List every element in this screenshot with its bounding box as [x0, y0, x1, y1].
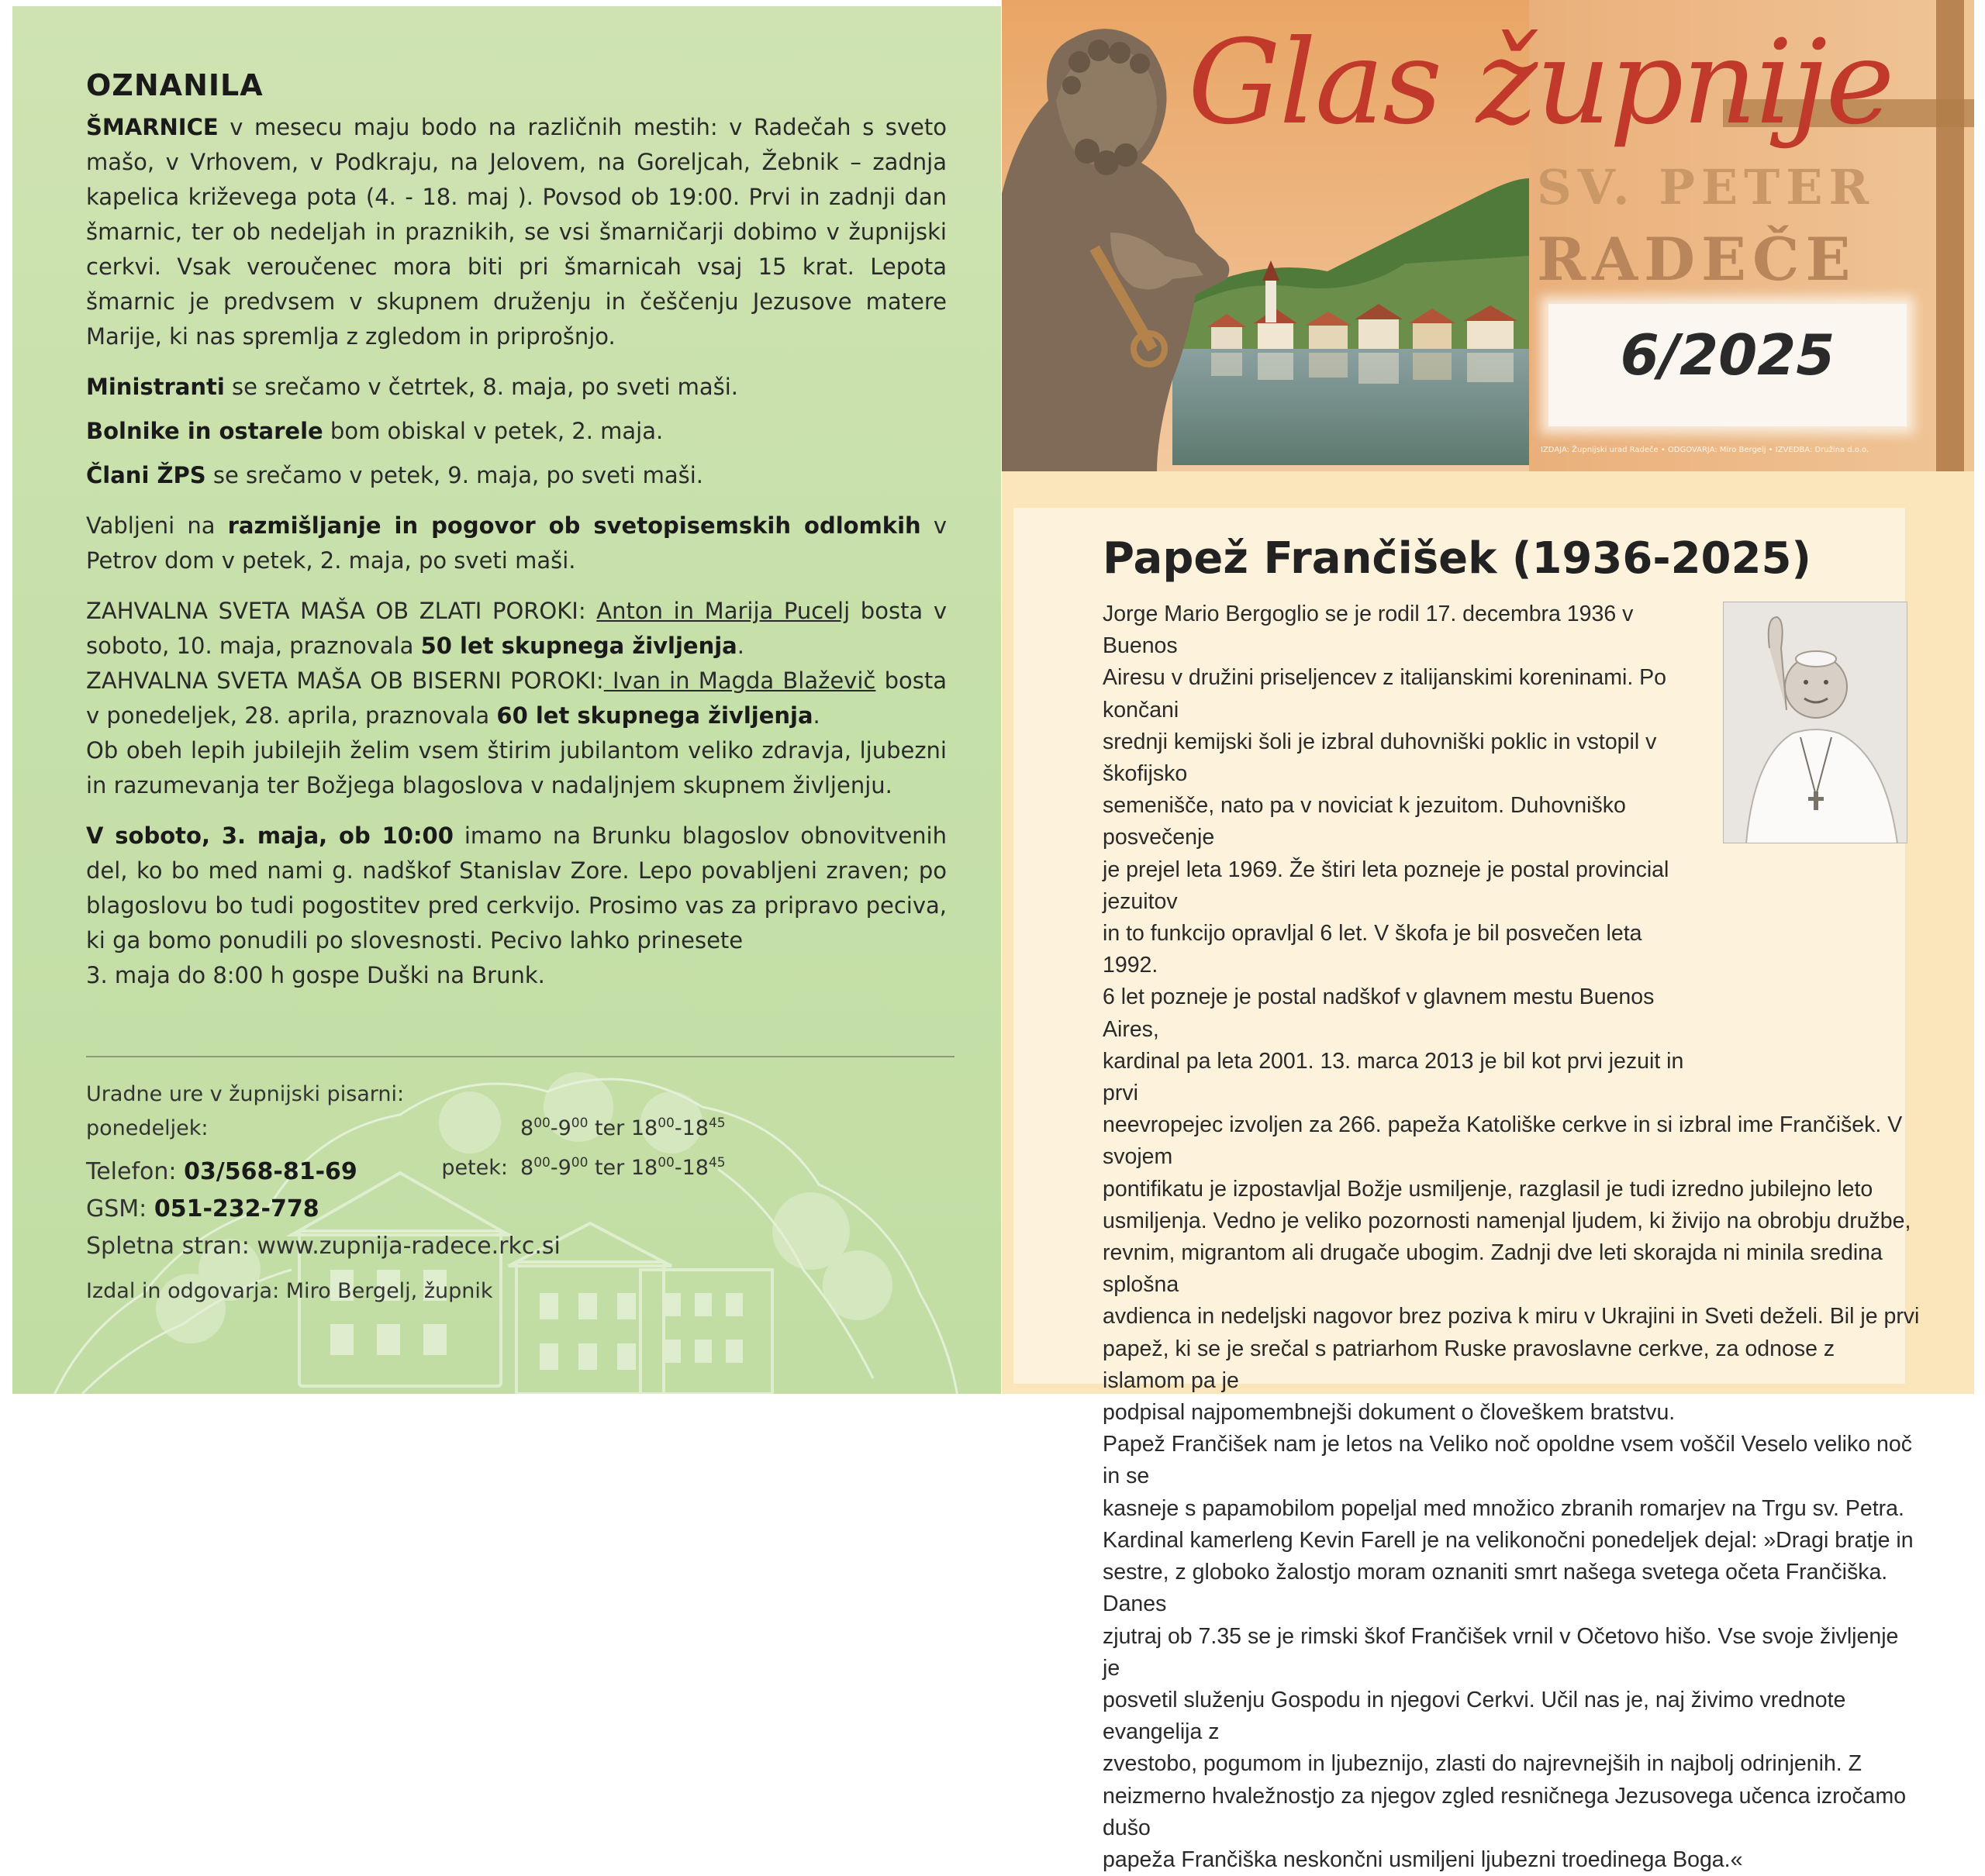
contact-info	[86, 1154, 561, 1265]
issue-number-box	[1548, 304, 1907, 426]
article-line: Kardinal kamerleng Kevin Farell je na velikonočni ponedeljek dejal: »Dragi bratje in	[1103, 1527, 1914, 1553]
article-continuation	[1103, 1109, 1921, 1876]
article-line: semenišče, nato pa v noviciat k jezuitom. Duhovniško posvečenje	[1103, 793, 1626, 850]
office-hours-friday: $8^{00}-9^{00}$ ter $18^{00}-18^{45}$	[520, 1155, 726, 1180]
article-line: avdienca in nedeljski nagovor brez poziva k miru v Ukrajini in Sveti deželi. Bil je prvi	[1103, 1304, 1920, 1329]
article-line: kasneje s papamobilom popeljal med množico zbranih romarjev na Trgu sv. Petra.	[1103, 1495, 1904, 1521]
masthead	[1002, 0, 1974, 471]
jubilej-paragraph: Ob obeh lepih jubilejih želim vsem štirim jubilantom veliko zdravja, ljubezni in razumevanja ter Božjega blagoslova v nadaljnjem skupnem življenju.	[86, 737, 947, 798]
website-line: Spletna stran: www.zupnija-radece.rkc.si	[86, 1233, 561, 1260]
article-line: neizmerno hvaležnostjo za njegov zgled resničnega Jezusovega učenca izročamo dušo	[1103, 1783, 1907, 1840]
article-line: in to funkcijo opravljal 6 let. V škofa je bil posvečen leta 1992.	[1103, 921, 1642, 978]
phone-number[interactable]: 03/568-81-69	[184, 1158, 357, 1185]
article-line: posvetil služenju Gospodu in njegovi Cerkvi. Učil nas je, naj živimo vrednote evangelija z	[1103, 1687, 1846, 1745]
bolniki-paragraph: Bolnike in ostarele bom obiskal v petek, 2. maja.	[86, 418, 664, 444]
article-line: sestre, z globoko žalostjo moram oznaniti smrt našega svetega očeta Frančiška. Danes	[1103, 1560, 1888, 1617]
article-line: srednji kemijski šoli je izbral duhovniški poklic in vstopil v škofijsko	[1103, 729, 1657, 787]
issue-number: 6/2025	[1620, 322, 1835, 388]
masthead-title: Glas župnije	[1188, 16, 1894, 150]
article-line: kardinal pa leta 2001. 13. marca 2013 je bil kot prvi jezuit in prvi	[1103, 1048, 1684, 1106]
masthead-subtitle-town: RADEČE	[1537, 225, 1857, 294]
article-line: pontifikatu je izpostavljal Božje usmiljenje, razglasil je tudi izredno jubilejno leto	[1103, 1176, 1873, 1202]
article-line: neevropejec izvoljen za 266. papeža Katoliške cerkve in si izbral ime Frančišek. V svojem	[1103, 1112, 1903, 1170]
zps-paragraph: Člani ŽPS se srečamo v petek, 9. maja, po sveti maši.	[86, 462, 703, 488]
gsm-number[interactable]: 051-232-778	[154, 1195, 319, 1223]
section-title: OZNANILA	[86, 68, 264, 102]
smarnice-paragraph: ŠMARNICE v mesecu maju bodo na različnih mestih: v Radečah s sveto mašo, v Vrhovem, v Podkraju, na Jelovem, na Goreljcah, Žebnik – zadnja kapelica križevega pota (4. - 18. maj ). Povsod ob 19:00. Prvi in zadnji dan šmarnic, ter ob nedeljah in praznikih, se vsi šmarničarji dobimo v župnijski cerkvi. Vsak veroučenec mora biti pri šmarnicah vsaj 15 krat. Lepota šmarnic je predvsem v skupnem druženju in češčenju Jezusove matere Marije, ki nas spremlja z zgledom in priprošnjo.	[86, 114, 947, 350]
article-line: Airesu v družini priseljencev z italijanskimi koreninami. Po končani	[1103, 665, 1667, 722]
zlata-poroka-paragraph: ZAHVALNA SVETA MAŠA OB ZLATI POROKI: Anton in Marija Pucelj bosta v soboto, 10. maja, praznovala 50 let skupnega življenja.	[86, 598, 948, 659]
article-line: papeža Frančiška neskončni usmiljeni ljubezni troedinega Boga.«	[1103, 1847, 1743, 1872]
biserna-poroka-paragraph: ZAHVALNA SVETA MAŠA OB BISERNI POROKI: Ivan in Magda Blaževič bosta v ponedeljek, 28. aprila, praznovala 60 let skupnega življenja.	[86, 667, 947, 729]
article-line: zjutraj ob 7.35 se je rimski škof Frančišek vrnil v Očetovo hišo. Vse svoje življenje je	[1103, 1623, 1899, 1681]
article-line: usmiljenja. Vedno je veliko pozornosti namenjal ljudem, ki živijo na obrobju družbe,	[1103, 1208, 1911, 1233]
article-line: je prejel leta 1969. Že štiri leta pozneje je postal provincial jezuitov	[1103, 857, 1669, 914]
masthead-credits: IZDAJA: Župnijski urad Radeče • ODGOVARJA: Miro Bergelj • IZVEDBA: Družina d.o.o.	[1541, 446, 1869, 454]
ministranti-paragraph: Ministranti se srečamo v četrtek, 8. maja, po sveti maši.	[86, 374, 739, 400]
office-hours-monday: $8^{00}-9^{00}$ ter $18^{00}-18^{45}$	[520, 1116, 726, 1140]
article-line: podpisal najpomembnejši dokument o človeškem bratstvu.	[1103, 1400, 1676, 1426]
article-body	[1103, 598, 1921, 1876]
article-line: 6 let pozneje je postal nadškof v glavnem mestu Buenos Aires,	[1103, 985, 1655, 1042]
website-link[interactable]: www.zupnija-radece.rkc.si	[257, 1233, 561, 1260]
article-title: Papež Frančišek (1936-2025)	[1103, 533, 1812, 584]
article-line: Papež Frančišek nam je letos na Veliko noč opoldne vsem voščil Veselo veliko noč in se	[1103, 1432, 1912, 1489]
article-line: Jorge Mario Bergoglio se je rodil 17. decembra 1936 v Buenos	[1103, 602, 1634, 659]
divider	[86, 1056, 955, 1057]
masthead-subtitle-parish: SV. PETER	[1537, 159, 1876, 216]
vabljeni-paragraph: Vabljeni na razmišljanje in pogovor ob svetopisemskih odlomkih v Petrov dom v petek, 2. maja, po sveti maši.	[86, 512, 947, 574]
office-hours: Uradne ure v župnijski pisarni: ponedeljek: $8^{00}-9^{00}$ ter $18^{00}-18^{45}$ petek: $8^{00}-9^{00}$ ter $18^{00}-18^{45}$	[86, 1082, 726, 1180]
brunk-paragraph: V soboto, 3. maja, ob 10:00 imamo na Brunku blagoslov obnovitvenih del, ko bo med nami g. nadškof Stanislav Zore. Lepo povabljeni zraven; po blagoslovu bo tudi pogostitev pred cerkvijo. Prosimo vas za pripravo peciva, ki ga bomo ponudili po slovesnosti. Pecivo lahko prinesete	[86, 822, 947, 954]
article-line: papež, ki se je srečal s patriarhom Ruske pravoslavne cerkve, za odnose z islamom pa je	[1103, 1336, 1835, 1393]
announcements-panel	[12, 6, 1001, 1394]
gsm-line: GSM: 051-232-778	[86, 1195, 319, 1223]
cross-decoration	[1936, 0, 1964, 471]
announcements-content	[86, 68, 947, 993]
article-line: zvestobo, pogumom in ljubeznijo, zlasti do najrevnejših in najbolj odrinjenih. Z	[1103, 1751, 1862, 1777]
publisher-line: Izdal in odgovarja: Miro Bergelj, župnik	[86, 1279, 493, 1303]
article-line: revnim, migrantom ali drugače ubogim. Zadnji dve leti skorajda ni minila sredina splošna	[1103, 1240, 1883, 1298]
phone-line: Telefon: 03/568-81-69	[86, 1158, 357, 1185]
brunk-paragraph-end: 3. maja do 8:00 h gospe Duški na Brunk.	[86, 962, 545, 988]
article-intro	[1103, 598, 1921, 1109]
